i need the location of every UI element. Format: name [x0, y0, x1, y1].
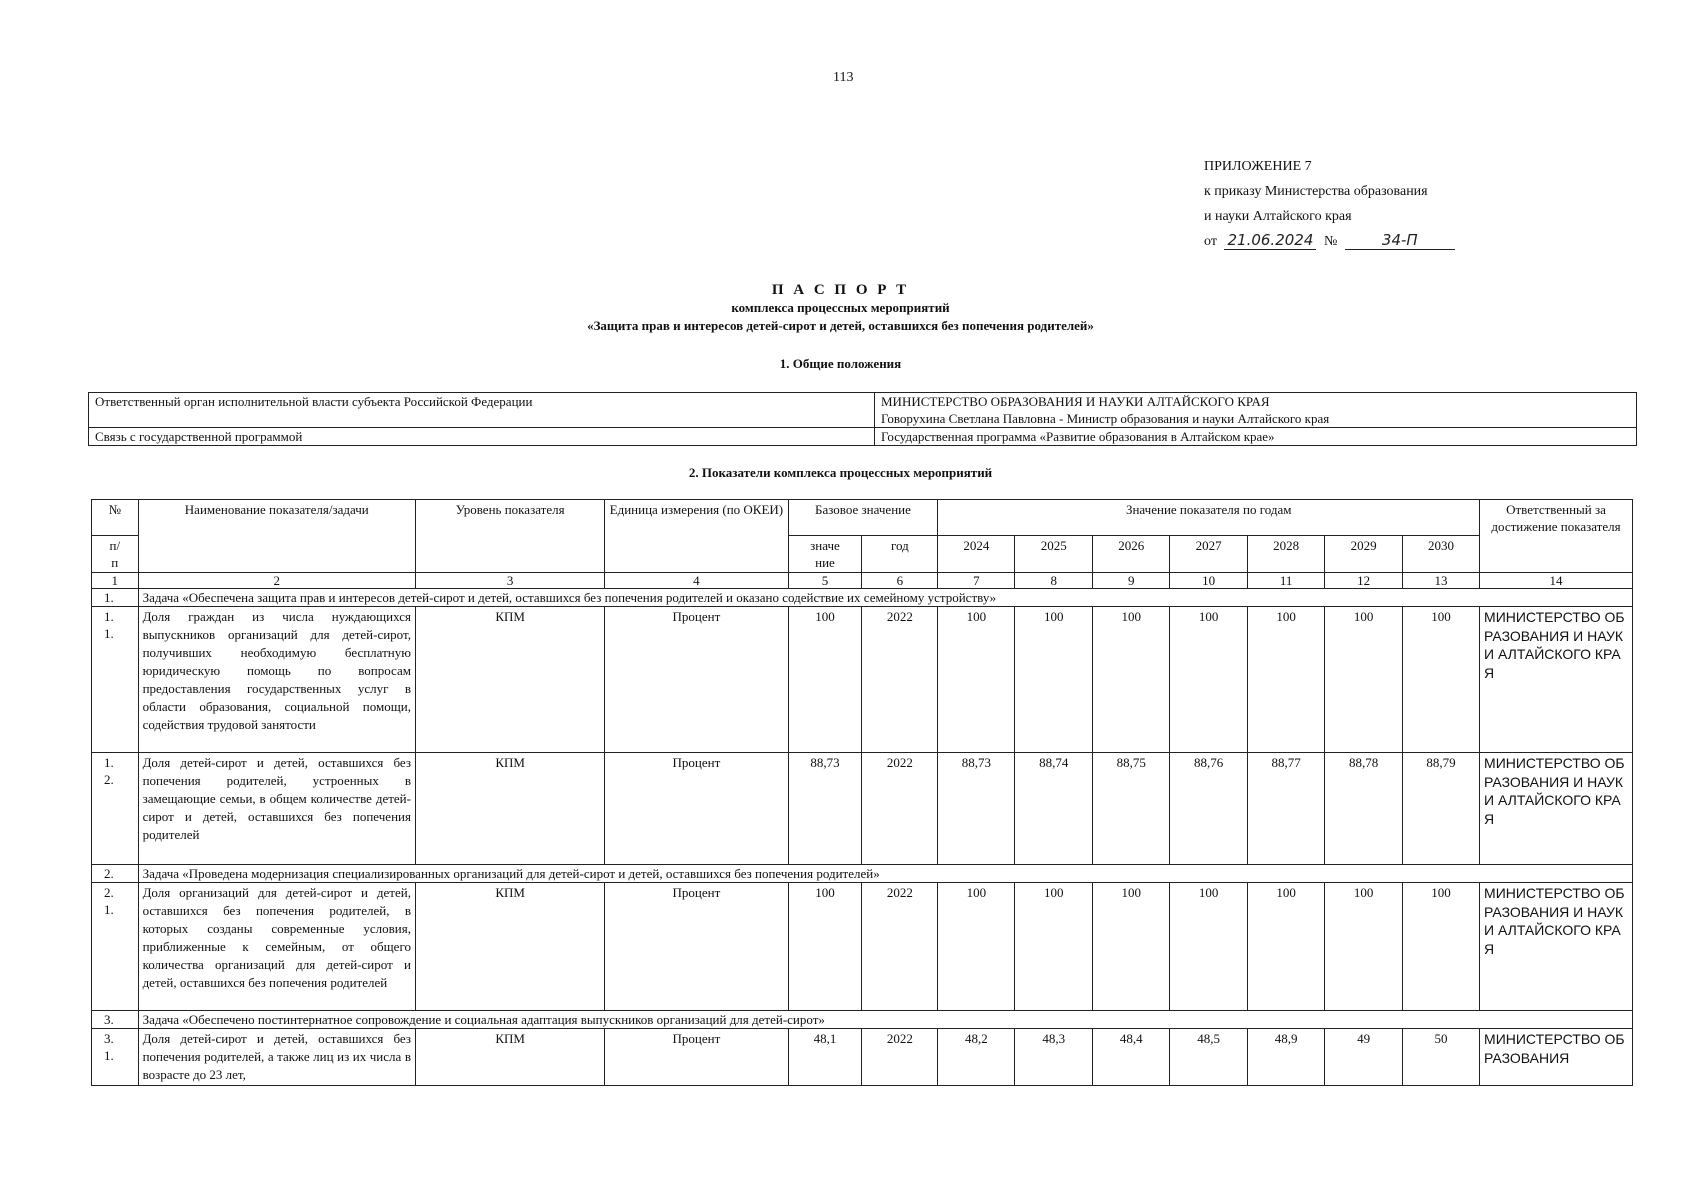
column-number: 11: [1248, 573, 1325, 589]
year-value: 100: [1015, 607, 1093, 753]
base-value: 88,73: [788, 753, 862, 865]
year-value: 48,2: [938, 1029, 1015, 1086]
column-number-row: [92, 573, 1633, 589]
base-year: 2022: [862, 753, 938, 865]
year-value: 48,3: [1015, 1029, 1093, 1086]
indicator-name: Доля детей-сирот и детей, оставшихся без попечения родителей, устроенных в замещающие семьи, в общем количестве детей-сирот и детей, оставшихся без попечения родителей: [138, 753, 415, 865]
column-number: 14: [1480, 573, 1633, 589]
header-year: 2025: [1015, 536, 1093, 573]
header-year: 2024: [938, 536, 1015, 573]
appendix-title: ПРИЛОЖЕНИЕ 7: [1204, 159, 1312, 174]
indicator-number: 3. 1.: [92, 1029, 139, 1086]
page-number: 113: [833, 70, 854, 85]
year-value: 100: [1325, 883, 1403, 1011]
indicator-level: КПМ: [415, 607, 604, 753]
year-value: 100: [1093, 607, 1170, 753]
year-value: 100: [1248, 883, 1325, 1011]
appendix-block: [1204, 154, 1455, 254]
column-number: 8: [1015, 573, 1093, 589]
year-value: 48,5: [1170, 1029, 1248, 1086]
passport-subtitle: комплекса процессных мероприятий: [731, 300, 950, 315]
appendix-date-line: [1204, 229, 1455, 254]
responsible: МИНИСТЕРСТВО ОБРАЗОВАНИЯ И НАУКИ АЛТАЙСКОГО КРАЯ: [1480, 607, 1633, 753]
indicator-row: [92, 883, 1633, 1011]
year-value: 88,78: [1325, 753, 1403, 865]
year-value: 88,79: [1403, 753, 1480, 865]
year-value: 100: [1248, 607, 1325, 753]
header-year: 2028: [1248, 536, 1325, 573]
header-base-value: значе ние: [788, 536, 862, 573]
task-row: [92, 589, 1633, 607]
header-number: №: [92, 500, 139, 536]
indicator-unit: Процент: [605, 607, 788, 753]
column-number: 12: [1325, 573, 1403, 589]
year-value: 88,73: [938, 753, 1015, 865]
year-value: 49: [1325, 1029, 1403, 1086]
passport-title: П А С П О Р Т: [771, 282, 910, 298]
ministry-name: МИНИСТЕРСТВО ОБРАЗОВАНИЯ И НАУКИ АЛТАЙСКОГО КРАЯ: [881, 394, 1270, 409]
date-prefix: от: [1204, 234, 1217, 249]
task-text: Задача «Обеспечена защита прав и интересов детей-сирот и детей, оставшихся без попечения родителей и оказано содействие их семейному устройству»: [138, 589, 1632, 607]
indicators-table: [91, 499, 1633, 1086]
indicator-number: 2. 1.: [92, 883, 139, 1011]
general-info-value: [875, 393, 1637, 428]
base-value: 100: [788, 607, 862, 753]
indicator-unit: Процент: [605, 753, 788, 865]
appendix-line-1: к приказу Министерства образования: [1204, 184, 1428, 199]
minister-name: Говорухина Светлана Павловна - Министр образования и науки Алтайского края: [881, 411, 1330, 426]
header-responsible: Ответственный за достижение показателя: [1480, 500, 1633, 573]
general-info-table: [88, 392, 1637, 446]
column-number: 7: [938, 573, 1015, 589]
indicator-name: Доля граждан из числа нуждающихся выпускников организаций для детей-сирот, получивших необходимую бесплатную юридическую помощь по вопросам предоставления государственных услуг в области образования, социальной помощи, содействия трудовой занятости: [138, 607, 415, 753]
order-number: 34-П: [1345, 231, 1455, 250]
task-row: [92, 865, 1633, 883]
header-year: 2029: [1325, 536, 1403, 573]
section-2-title: 2. Показатели комплекса процессных мероприятий: [688, 465, 993, 480]
header-name: Наименование показателя/задачи: [138, 500, 415, 573]
general-info-value: Государственная программа «Развитие образования в Алтайском крае»: [875, 428, 1637, 446]
indicator-number: 1. 1.: [92, 607, 139, 753]
year-value: 100: [1015, 883, 1093, 1011]
indicator-unit: Процент: [605, 883, 788, 1011]
header-number-pp: п/ п: [92, 536, 139, 573]
task-row: [92, 1011, 1633, 1029]
year-value: 48,4: [1093, 1029, 1170, 1086]
column-number: 6: [862, 573, 938, 589]
table-row: [89, 393, 1637, 428]
passport-name: «Защита прав и интересов детей-сирот и детей, оставшихся без попечения родителей»: [587, 318, 1094, 333]
year-value: 50: [1403, 1029, 1480, 1086]
section-1-title: 1. Общие положения: [779, 356, 902, 371]
task-text: Задача «Обеспечено постинтернатное сопровождение и социальная адаптация выпускников организаций для детей-сирот»: [138, 1011, 1632, 1029]
year-value: 100: [938, 607, 1015, 753]
appendix-line-2: и науки Алтайского края: [1204, 209, 1352, 224]
responsible: МИНИСТЕРСТВО ОБРАЗОВАНИЯ И НАУКИ АЛТАЙСКОГО КРАЯ: [1480, 753, 1633, 865]
year-value: 100: [1093, 883, 1170, 1011]
base-year: 2022: [862, 607, 938, 753]
indicator-level: КПМ: [415, 753, 604, 865]
task-number: 1.: [92, 589, 139, 607]
column-number: 3: [415, 573, 604, 589]
header-year: 2030: [1403, 536, 1480, 573]
order-date: 21.06.2024: [1224, 231, 1316, 250]
task-text: Задача «Проведена модернизация специализированных организаций для детей-сирот и детей, оставшихся без попечения родителей»: [138, 865, 1632, 883]
year-value: 100: [1325, 607, 1403, 753]
indicator-row: [92, 607, 1633, 753]
indicator-level: КПМ: [415, 883, 604, 1011]
base-year: 2022: [862, 1029, 938, 1086]
year-value: 88,76: [1170, 753, 1248, 865]
indicator-name: Доля организаций для детей-сирот и детей, оставшихся без попечения родителей, в которых созданы современные условия, приближенные к семейным, от общего количества организаций для детей-сирот и детей, оставшихся без попечения родителей: [138, 883, 415, 1011]
year-value: 88,77: [1248, 753, 1325, 865]
column-number: 5: [788, 573, 862, 589]
base-value: 100: [788, 883, 862, 1011]
header-base: Базовое значение: [788, 500, 938, 536]
base-year: 2022: [862, 883, 938, 1011]
column-number: 9: [1093, 573, 1170, 589]
column-number: 10: [1170, 573, 1248, 589]
header-base-year: год: [862, 536, 938, 573]
number-prefix: №: [1323, 234, 1338, 249]
year-value: 88,75: [1093, 753, 1170, 865]
column-number: 4: [605, 573, 788, 589]
column-number: 2: [138, 573, 415, 589]
indicator-row: [92, 753, 1633, 865]
task-number: 3.: [92, 1011, 139, 1029]
header-row: [92, 500, 1633, 536]
responsible: МИНИСТЕРСТВО ОБРАЗОВАНИЯ: [1480, 1029, 1633, 1086]
header-unit: Единица измерения (по ОКЕИ): [605, 500, 788, 573]
header-year: 2027: [1170, 536, 1248, 573]
year-value: 88,74: [1015, 753, 1093, 865]
general-info-label: Связь с государственной программой: [89, 428, 875, 446]
header-years-group: Значение показателя по годам: [938, 500, 1480, 536]
header-level: Уровень показателя: [415, 500, 604, 573]
general-info-label: Ответственный орган исполнительной власти субъекта Российской Федерации: [89, 393, 875, 428]
indicator-row: [92, 1029, 1633, 1086]
indicator-unit: Процент: [605, 1029, 788, 1086]
year-value: 100: [1403, 607, 1480, 753]
header-year: 2026: [1093, 536, 1170, 573]
year-value: 100: [1170, 883, 1248, 1011]
year-value: 100: [938, 883, 1015, 1011]
responsible: МИНИСТЕРСТВО ОБРАЗОВАНИЯ И НАУКИ АЛТАЙСКОГО КРАЯ: [1480, 883, 1633, 1011]
indicator-number: 1. 2.: [92, 753, 139, 865]
indicator-level: КПМ: [415, 1029, 604, 1086]
table-row: [89, 428, 1637, 446]
year-value: 48,9: [1248, 1029, 1325, 1086]
year-value: 100: [1170, 607, 1248, 753]
task-number: 2.: [92, 865, 139, 883]
column-number: 13: [1403, 573, 1480, 589]
year-value: 100: [1403, 883, 1480, 1011]
indicator-name: Доля детей-сирот и детей, оставшихся без попечения родителей, а также лиц из их числа в возрасте до 23 лет,: [138, 1029, 415, 1086]
column-number: 1: [92, 573, 139, 589]
base-value: 48,1: [788, 1029, 862, 1086]
